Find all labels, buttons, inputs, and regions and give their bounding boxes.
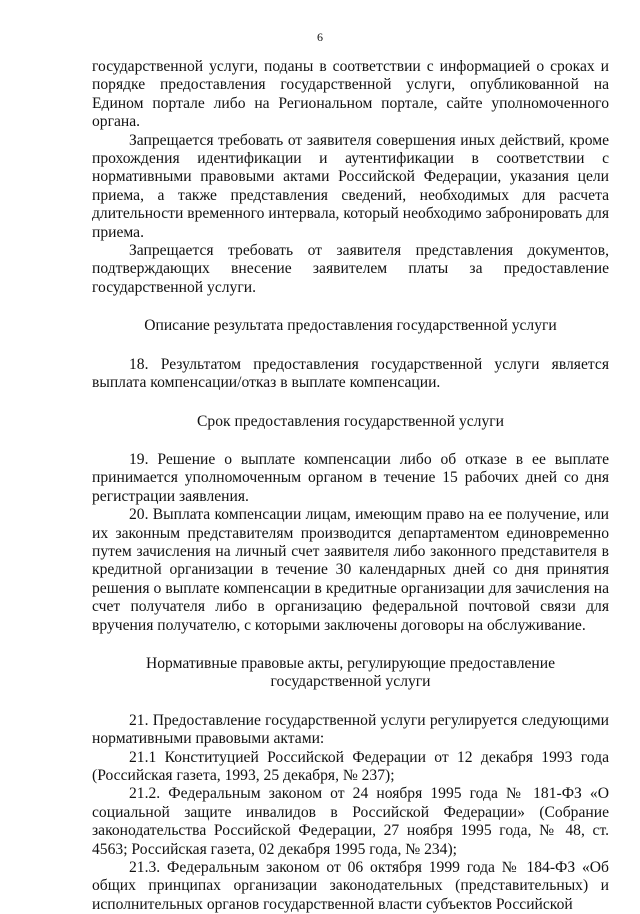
paragraph-21-1: 21.1 Конституцией Российской Федерации от 12 декабря 1993 года (Российская газета, 1993, 25 декабря, № 237); xyxy=(92,748,609,784)
heading-result: Описание результата предоставления государственной услуги xyxy=(144,317,557,335)
heading-legal-acts-line2: государственной услуги xyxy=(270,673,431,691)
paragraph-20: 20. Выплата компенсации лицам, имеющим право на ее получение, или их законным представителям производится департаментом единовременно путем зачисления на личный счет заявителя либо законного представителя в кредитной организации в течение 30 календарных дней со дня принятия решения о выплате компенсации в кредитные организации для зачисления на счет получателя либо в организацию федеральной почтовой связи для вручения получателю, с которыми заключены договоры на обслуживание. xyxy=(92,506,609,634)
paragraph-continuation: государственной услуги, поданы в соответствии с информацией о сроках и порядке предоставления государственной услуги, опубликованной на Едином портале либо на Региональном портале, сайте уполномоченного органа. xyxy=(92,58,609,131)
paragraph-21-2: 21.2. Федеральным законом от 24 ноября 1995 года № 181-ФЗ «О социальной защите инвалидов в Российской Федерации» (Собрание законодательства Российской Федерации, 27 ноября 1995 года, № 48, ст. 4563; Российская газета, 02 декабря 1995 года, № 234); xyxy=(92,785,609,858)
page-content xyxy=(92,58,609,914)
paragraph-18: 18. Результатом предоставления государственной услуги является выплата компенсации/отказ в выплате компенсации. xyxy=(92,355,609,392)
paragraph-21-3: 21.3. Федеральным законом от 06 октября 1999 года № 184-ФЗ «Об общих принципах организации законодательных (представительных) и исполнительных органов государственной власти субъектов Российской xyxy=(92,859,609,913)
page-number: 6 xyxy=(317,30,323,44)
paragraph-21: 21. Предоставление государственной услуги регулируется следующими нормативными правовыми актами: xyxy=(92,711,609,748)
paragraph-19: 19. Решение о выплате компенсации либо об отказе в ее выплате принимается уполномоченным органом в течение 15 рабочих дней со дня регистрации заявления. xyxy=(92,450,609,505)
heading-legal-acts-line1: Нормативные правовые акты, регулирующие предоставление xyxy=(145,654,556,672)
paragraph-prohibition-actions: Запрещается требовать от заявителя совершения иных действий, кроме прохождения идентификации и аутентификации в соответствии с нормативными правовыми актами Российской Федерации, указания цели приема, а также представления сведений, необходимых для расчета длительности временного интервала, который необходимо забронировать для приема. xyxy=(92,131,609,241)
paragraph-prohibition-documents: Запрещается требовать от заявителя представления документов, подтверждающих внесение заявителем платы за предоставление государственной услуги. xyxy=(92,242,609,296)
heading-term: Срок предоставления государственной услуги xyxy=(197,412,504,430)
